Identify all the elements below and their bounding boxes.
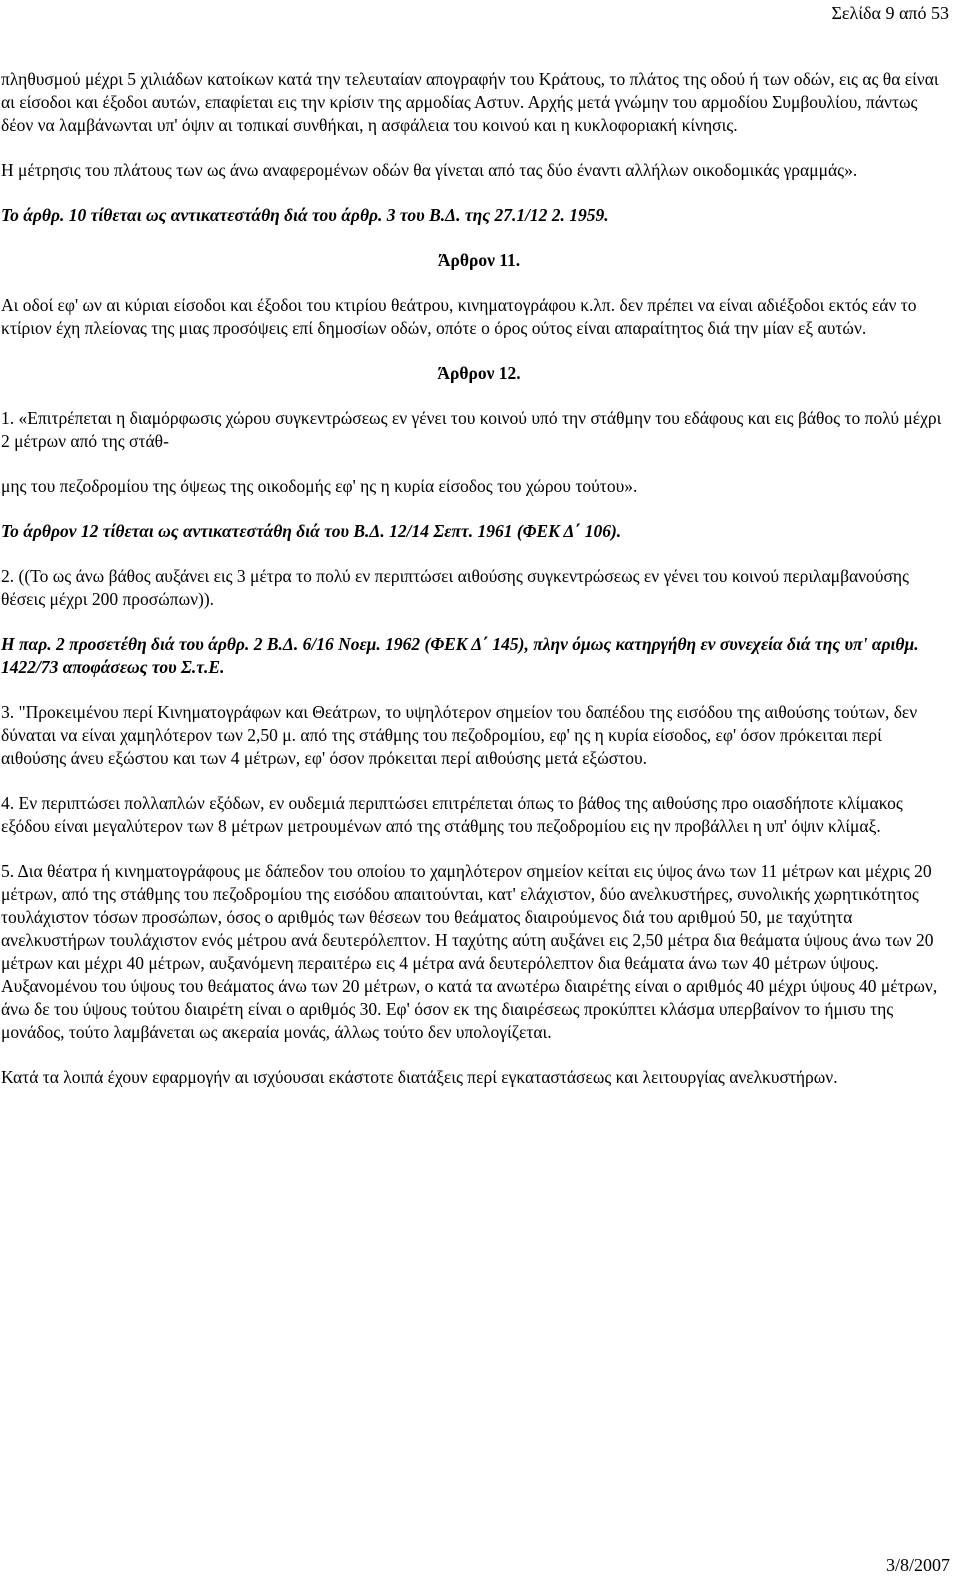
amendment-note-article-12: Το άρθρον 12 τίθεται ως αντικατεστάθη διά του Β.Δ. 12/14 Σεπτ. 1961 (ΦΕΚ Δ΄ 106). [1,521,622,541]
paragraph-measurement: Η μέτρησις του πλάτους των ως άνω αναφερομένων οδών θα γίνεται από τας δύο έναντι αλλήλων οικοδομικάς γραμμάς». [1,160,858,180]
article-12-paragraph-1: 1. «Επιτρέπεται η διαμόρφωσις χώρου συγκεντρώσεως εν γένει του κοινού υπό την στάθμην του εδάφους και εις βάθος το πολύ μέχρι 2 μέτρων από της στάθ- [1,408,942,451]
article-11-heading: Άρθρον 11. [437,250,521,270]
article-12-heading: Άρθρον 12. [437,363,521,383]
paragraph-continuation: πληθυσμού μέχρι 5 χιλιάδων κατοίκων κατά την τελευταίαν απογραφήν του Κράτους, το πλάτος της οδού ή των οδών, εις ας θα είναι αι είσοδοι και έξοδοι αυτών, επαφίεται εις την κρίσιν της αρμοδίας Αστυν. Αρχής μετά γνώμην του αρμοδίου Συμβουλίου, πάντως δέον να λαμβάνωνται υπ' όψιν αι τοπικαί συνθήκαι, η ασφάλεια του κοινού και η κυκλοφοριακή κίνησις. [1,69,939,135]
article-12-paragraph-4: 4. Εν περιπτώσει πολλαπλών εξόδων, εν ουδεμιά περιπτώσει επιτρέπεται όπως το βάθος της αιθούσης προ οιασδήποτε κλίμακος εξόδου είναι μεγαλύτερον των 8 μέτρων μετρουμένων από της στάθμης του πεζοδρομίου εις ην προβάλλει η υπ' όψιν κλίμαξ. [1,793,903,836]
article-11-text: Αι οδοί εφ' ων αι κύριαι είσοδοι και έξοδοι του κτιρίου θεάτρου, κινηματογράφου κ.λπ. δεν πρέπει να είναι αδιέξοδοι εκτός εάν το κτίριον έχη πλείονας της μιας προσόψεις επί δημοσίων οδών, οπότε ο όρος ούτος είναι απαραίτητος διά την μίαν εξ αυτών. [1,295,917,338]
article-12-closing-paragraph: Κατά τα λοιπά έχουν εφαρμογήν αι ισχύουσαι εκάστοτε διατάξεις περί εγκαταστάσεως και λειτουργίας ανελκυστήρων. [1,1067,838,1087]
amendment-note-article-10: Το άρθρ. 10 τίθεται ως αντικατεστάθη διά του άρθρ. 3 του Β.Δ. της 27.1/12 2. 1959. [1,205,609,225]
article-12-paragraph-2: 2. ((Το ως άνω βάθος αυξάνει εις 3 μέτρα το πολύ εν περιπτώσει αιθούσης συγκεντρώσεως εν γένει του κοινού περιλαμβανούσης θέσεις μέχρι 200 προσώπων)). [1,566,909,609]
amendment-note-paragraph-2: Η παρ. 2 προσετέθη διά του άρθρ. 2 Β.Δ. 6/16 Νοεμ. 1962 (ΦΕΚ Δ΄ 145), πλην όμως κατηργήθη εν συνεχεία διά της υπ' αριθμ. 1422/73 αποφάσεως του Σ.τ.Ε. [1,634,919,677]
page-number: Σελίδα 9 από 53 [831,3,949,23]
article-12-paragraph-1-continued: μης του πεζοδρομίου της όψεως της οικοδομής εφ' ης η κυρία είσοδος του χώρου τούτου». [1,476,638,496]
footer-date: 3/8/2007 [885,1555,950,1575]
document-body [1,68,947,1089]
article-12-paragraph-3: 3. "Προκειμένου περί Κινηματογράφων και Θεάτρων, το υψηλότερον σημείον του δαπέδου της εισόδου της αιθούσης τούτων, δεν δύναται να είναι χαμηλότερον των 2,50 μ. από της στάθμης του πεζοδρομίου, εφ' ης η κυρία είσοδος, εφ' όσον πρόκειται περί αιθούσης άνευ εξώστου και των 4 μέτρων, εφ' όσον πρόκειται περί αιθούσης μετά εξώστου. [1,702,918,768]
article-12-paragraph-5: 5. Δια θέατρα ή κινηματογράφους με δάπεδον του οποίου το χαμηλότερον σημείον κείται εις ύψος άνω των 11 μέτρων και μέχρις 20 μέτρων, από της στάθμης του πεζοδρομίου της εισόδου απαιτούνται, κατ' ελάχιστον, δύο ανελκυστήρες, συνολικής χωρητικότητος τουλάχιστον τόσων προσώπων, όσος ο αριθμός των θέσεων του θεάματος διαιρούμενος διά του αριθμού 50, με ταχύτητα ανελκυστήρων τουλάχιστον ενός μέτρου ανά δευτερόλεπτον. Η ταχύτης αύτη αυξάνει εις 2,50 μέτρα δια θεάματα ύψους άνω των 20 μέτρων και μέχρι 40 μέτρων, αυξανόμενη περαιτέρω εις 4 μέτρα ανά δευτερόλεπτον δια θεάματα άνω των 40 μέτρων ύψους. Αυξανομένου του ύψους του θεάματος άνω των 20 μέτρων, ο κατά τα ανωτέρω διαιρέτης είναι ο αριθμός 40 μέχρι ύψους 40 μέτρων, άνω δε του ύψους τούτου διαιρέτη είναι ο αριθμός 30. Εφ' όσον εκ της διαιρέσεως προκύπτει κλάσμα υπερβαίνον το ήμισυ της μονάδος, τούτο λαμβάνεται ως ακεραία μονάς, άλλως τούτο δεν υπολογίζεται. [1,861,938,1042]
